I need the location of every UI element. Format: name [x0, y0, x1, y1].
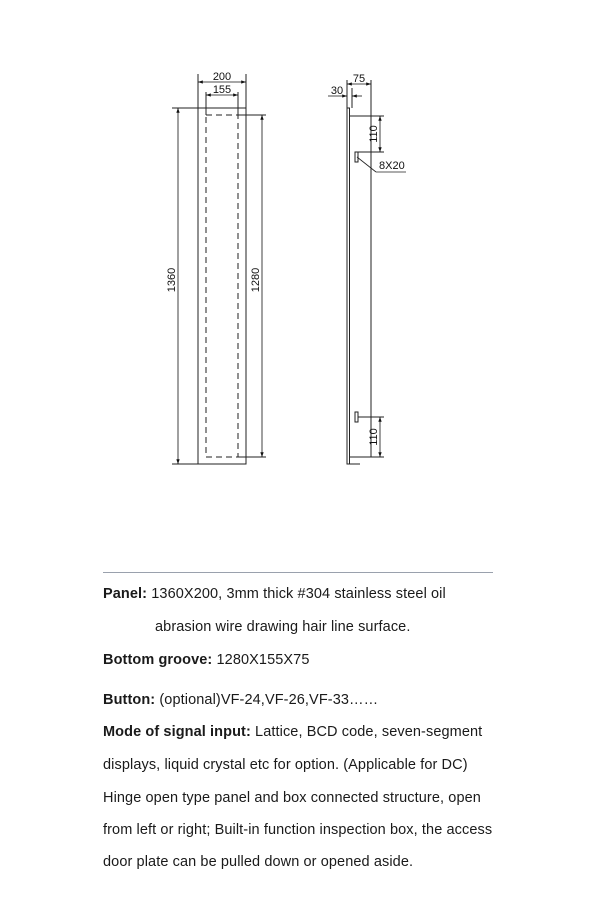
spec-panel-cont: [155, 617, 575, 637]
signal-label: Mode of signal input:: [103, 724, 251, 740]
groove-text: 1280X155X75: [216, 652, 310, 668]
panel-text-2: abrasion wire drawing hair line surface.: [155, 619, 411, 635]
button-text: (optional)VF-24,VF-26,VF-33……: [159, 692, 379, 708]
dim-width-outer: 200: [212, 71, 232, 83]
side-panel-face: [347, 108, 350, 464]
dim-bottom-gap: 110: [368, 428, 380, 446]
panel-outline: [198, 108, 246, 464]
groove-label: Bottom groove:: [103, 652, 213, 668]
dim-offset: 30: [330, 85, 344, 97]
dim-height-inner: 1280: [250, 267, 262, 293]
button-label: Button:: [103, 692, 156, 708]
spec-groove: [103, 650, 523, 670]
dim-height-outer: 1360: [166, 267, 178, 293]
dim-slot: 8X20: [379, 160, 405, 172]
spec-panel: [103, 584, 523, 604]
spec-line: Hinge open type panel and box connected structure, open: [103, 790, 481, 806]
spec-button: [103, 690, 523, 710]
spec-line: from left or right; Built-in function inspection box, the access: [103, 822, 493, 838]
dim-depth: 75: [352, 73, 366, 85]
bottom-hinge: [355, 412, 358, 422]
signal-text: Lattice, BCD code, seven-segment: [255, 724, 483, 740]
slot-leader: [357, 157, 376, 172]
dim-top-gap: 110: [368, 125, 380, 143]
spec-signal: [103, 722, 523, 742]
spec-line: door plate can be pulled down or opened aside.: [103, 854, 414, 870]
groove-outline: [206, 115, 238, 457]
panel-text: 1360X200, 3mm thick #304 stainless steel oil: [151, 586, 446, 602]
spec-line: displays, liquid crystal etc for option. (Applicable for DC): [103, 757, 468, 773]
panel-label: Panel:: [103, 586, 148, 602]
section-divider: [103, 572, 493, 573]
dim-width-inner: 155: [212, 84, 232, 96]
